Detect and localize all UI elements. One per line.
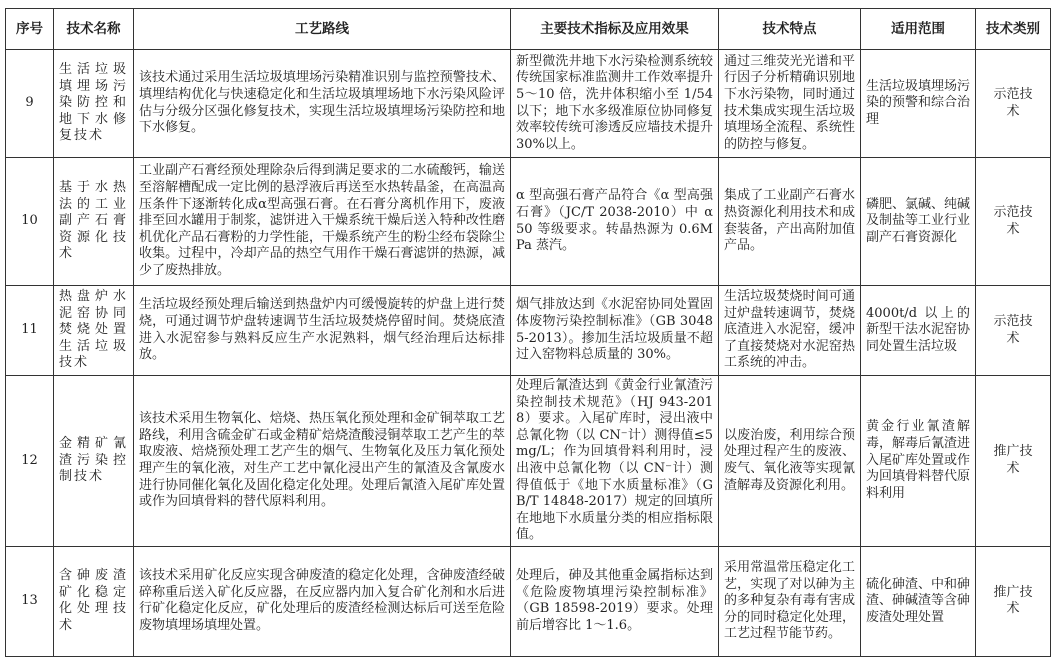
header-features: 技术特点 — [719, 9, 861, 50]
cell-process: 该技术通过采用生活垃圾填埋场污染精准识别与监控预警技术、填埋结构优化与快速稳定化和生活垃圾填埋场地下水污染风险评估与分级分区强化修复技术，实现生活垃圾填埋场污染防控和地下水修复。 — [134, 50, 511, 158]
header-category: 技术类别 — [976, 9, 1051, 50]
header-scope: 适用范围 — [861, 9, 976, 50]
cell-name: 金精矿氰渣污染控制技术 — [54, 376, 134, 547]
cell-name: 含砷废渣矿化稳定化处理技术 — [54, 546, 134, 656]
cell-process: 该技术采用矿化反应实现含砷废渣的稳定化处理，含砷废渣经破碎称重后送入矿化反应器，在反应器内加入复合矿化剂和水后进行矿化稳定化反应，矿化处理后的废渣经检测达标后可送至危险废物填埋场填埋处置。 — [134, 546, 511, 656]
table-row — [6, 546, 1051, 656]
header-process: 工艺路线 — [134, 9, 511, 50]
cell-no: 9 — [6, 50, 54, 158]
table-row — [6, 286, 1051, 376]
cell-indicators: α 型高强石膏产品符合《α 型高强石膏》（JC/T 2038-2010）中 α 50 等级要求。转晶热源为 0.6MPa 蒸汽。 — [511, 158, 719, 286]
cell-category: 推广技术 — [976, 376, 1051, 547]
technology-table — [5, 8, 1051, 657]
cell-scope: 磷肥、氯碱、纯碱及制盐等工业行业副产石膏资源化 — [861, 158, 976, 286]
table-row — [6, 158, 1051, 286]
cell-indicators: 新型微洗井地下水污染检测系统较传统国家标准监测井工作效率提升 5～10 倍，洗井体积缩小至 1/54 以下；地下水多级准原位协同修复效率较传统可渗透反应墙技术提升 30%以上。 — [511, 50, 719, 158]
cell-indicators: 处理后氰渣达到《黄金行业氰渣污染控制技术规范》（HJ 943-2018）要求。入尾矿库时，浸出液中总氰化物（以 CN⁻计）测得值≤5mg/L；作为回填骨料利用时，浸出液中总氰化物（以 CN⁻计）测得值低于《地下水质量标准》（GB/T 14848-2017）规定的回填所在地地下水质量分类的相应指标限值。 — [511, 376, 719, 547]
cell-indicators: 处理后，砷及其他重金属指标达到《危险废物填埋污染控制标准》（GB 18598-2019）要求。处理前后增容比 1～1.6。 — [511, 546, 719, 656]
cell-category: 示范技术 — [976, 158, 1051, 286]
header-indicators: 主要技术指标及应用效果 — [511, 9, 719, 50]
table-header-row — [6, 9, 1051, 50]
cell-process: 该技术采用生物氧化、焙烧、热压氧化预处理和金矿铜萃取工艺路线，利用含硫金矿石或金精矿焙烧渣酸浸铜萃取工艺产生的萃取废液、焙烧预处理工艺产生的烟气、生物氧化及压力氧化预处理产生的氧化液，对生产工艺中氰化浸出产生的氰渣及含氰废水进行协同催化氧化及固化稳定化处理。处理后氰渣入尾矿库处置或作为回填骨料的替代原料利用。 — [134, 376, 511, 547]
cell-scope: 生活垃圾填埋场污染的预警和综合治理 — [861, 50, 976, 158]
cell-process: 工业副产石膏经预处理除杂后得到满足要求的二水硫酸钙，输送至溶解槽配成一定比例的悬浮液后再送至水热转晶釜，在高温高压条件下逐渐转化成α型高强石膏。在石膏分离机作用下，废液排至回水罐用于制浆，滤饼进入干燥系统干燥后送入特种改性磨机优化产品石膏粉的力学性能，干燥系统产生的粉尘经布袋除尘收集。过程中，冷却产品的热空气用作干燥石膏滤饼的热源，减少了废热排放。 — [134, 158, 511, 286]
cell-category: 推广技术 — [976, 546, 1051, 656]
cell-no: 13 — [6, 546, 54, 656]
cell-features: 采用常温常压稳定化工艺，实现了对以砷为主的多种复杂有毒有害成分的同时稳定化处理，工艺过程节能节药。 — [719, 546, 861, 656]
cell-features: 集成了工业副产石膏水热资源化利用技术和成套装备，产出高附加值产品。 — [719, 158, 861, 286]
cell-features: 以废治废，利用综合预处理过程产生的废液、废气、氧化液等实现氰渣解毒及资源化利用。 — [719, 376, 861, 547]
cell-scope: 黄金行业氰渣解毒，解毒后氰渣进入尾矿库处置或作为回填骨料替代原料利用 — [861, 376, 976, 547]
cell-name: 生活垃圾填埋场污染防控和地下水修复技术 — [54, 50, 134, 158]
cell-category: 示范技术 — [976, 50, 1051, 158]
cell-indicators: 烟气排放达到《水泥窑协同处置固体废物污染控制标准》（GB 30485-2013）。掺加生活垃圾质量不超过入窑物料总质量的 30%。 — [511, 286, 719, 376]
cell-scope: 4000t/d 以上的新型干法水泥窑协同处置生活垃圾 — [861, 286, 976, 376]
cell-process: 生活垃圾经预处理后输送到热盘炉内可缓慢旋转的炉盘上进行焚烧，可通过调节炉盘转速调节生活垃圾焚烧停留时间。焚烧底渣进入水泥窑参与熟料反应生产水泥熟料，烟气经治理后达标排放。 — [134, 286, 511, 376]
header-name: 技术名称 — [54, 9, 134, 50]
cell-features: 生活垃圾焚烧时间可通过炉盘转速调节，焚烧底渣进入水泥窑，缓冲了直接焚烧对水泥窑热工系统的冲击。 — [719, 286, 861, 376]
cell-scope: 硫化砷渣、中和砷渣、砷碱渣等含砷废渣处理处置 — [861, 546, 976, 656]
cell-no: 10 — [6, 158, 54, 286]
cell-no: 12 — [6, 376, 54, 547]
cell-name: 热盘炉水泥窑协同焚烧处置生活垃圾技术 — [54, 286, 134, 376]
cell-category: 示范技术 — [976, 286, 1051, 376]
header-no: 序号 — [6, 9, 54, 50]
cell-name: 基于水热法的工业副产石膏资源化技术 — [54, 158, 134, 286]
table-row — [6, 50, 1051, 158]
cell-features: 通过三维荧光光谱和平行因子分析精确识别地下水污染物，同时通过技术集成实现生活垃圾填埋场全流程、系统性的防控与修复。 — [719, 50, 861, 158]
cell-no: 11 — [6, 286, 54, 376]
table-row — [6, 376, 1051, 547]
